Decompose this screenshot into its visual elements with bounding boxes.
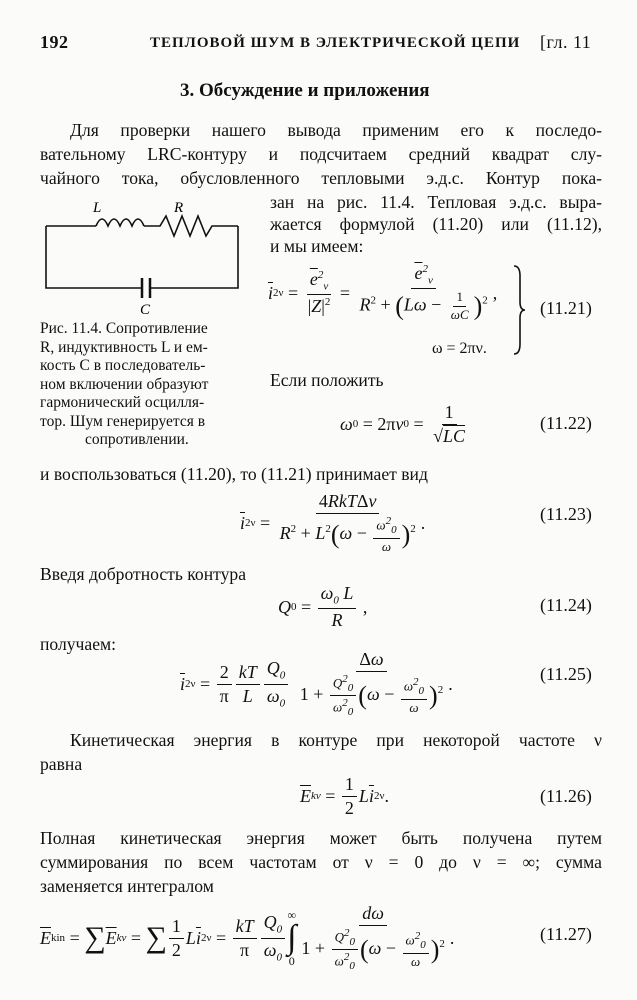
equation-11-27: $\overline{E}$ kin = ∑ $\overline{E}$ kν = ∑ $\frac{1}{2}$ L $\overline{i}$ 2 ν = $\frac{kT}{\pi}$ $\frac{Q_0}{\omega_0}$ ∞ ∫ 0 dω 1 + $\frac{Q^2_0}{\omega^2_0}$ (ω − $\frac{\omega^2_0}{\omega}$ )$^2$ . — [40, 903, 455, 973]
section-title: 3. Обсуждение и приложения — [180, 80, 430, 101]
paragraph-1-line-1: Для проверки нашего вывода применим его к последо- — [70, 120, 602, 140]
equation-number-11-23: (11.23) — [540, 504, 592, 524]
circuit-wires — [46, 216, 238, 288]
caption-line-1: Рис. 11.4. Сопротивление — [40, 320, 208, 337]
text-full-line-2: суммирования по всем частотам от ν = 0 до ν = ∞; сумма — [40, 852, 602, 872]
figure-caption — [40, 320, 248, 450]
chapter-ref: [гл. 11 — [540, 32, 592, 52]
right-brace-icon — [512, 264, 526, 356]
equation-11-26: $\overline{E}$ kν = $\frac{1}{2}$ L $\overline{i}$ 2 ν . — [300, 773, 389, 818]
caption-line-6: тор. Шум генерируется в — [40, 412, 206, 430]
equation-number-11-24: (11.24) — [540, 595, 592, 615]
resistor-zigzag — [144, 216, 238, 236]
running-title: ТЕПЛОВОЙ ШУМ В ЭЛЕКТРИЧЕСКОЙ ЦЕПИ — [150, 35, 521, 51]
capacitor-plates — [142, 278, 150, 298]
paragraph-1-line-5: жается формулой (11.20) или (11.12), — [270, 214, 602, 234]
equation-number-11-27: (11.27) — [540, 924, 592, 944]
equation-11-24: Q 0 = $\frac{\omega_0 L}{R}$ , — [278, 583, 368, 631]
capacitor-label: C — [140, 302, 151, 316]
caption-line-3: кость C в последователь- — [40, 357, 206, 374]
resistor-label: R — [174, 200, 184, 216]
text-full-line-1: Полная кинетическая энергия может быть получена путем — [40, 828, 602, 848]
paragraph-1-line-6: и мы имеем: — [270, 236, 364, 256]
equation-number-11-21: (11.21) — [540, 298, 592, 318]
paragraph-1-line-2: вательному LRC-контуру и подсчитаем средний квадрат слу- — [40, 144, 602, 164]
equation-11-21: $\overline{i}$ 2 ν = $\frac{\overline{e}^2_\nu}{|Z|^2}$ = $\overline{e}^2_\nu$ $R^2 + (L\omega$ − $\frac{1}{\omega C}$ )$^2$ , — [268, 262, 498, 323]
equation-11-25: $\overline{i}$ 2 ν = $\frac{2}{\pi}$ $\frac{kT}{L}$ $\frac{Q_0}{\omega_0}$ Δω 1 + $\frac{Q^2_0}{\omega^2_0}$ (ω − $\frac{\omega^2_0}{\omega}$ )$^2$ . — [180, 649, 453, 719]
text-vvedya: Введя добротность контура — [40, 564, 247, 584]
text-poluchaem: получаем: — [40, 634, 117, 654]
omega-relation: ω = 2πν. — [432, 340, 487, 357]
lrc-circuit-figure — [38, 196, 248, 316]
page-number: 192 — [40, 32, 69, 52]
inductor-label: L — [93, 200, 102, 216]
text-kinetic-line-2: равна — [40, 754, 83, 774]
equation-11-22: ω 0 = 2π ν 0 = $\frac{1}{√LC}$ — [340, 401, 466, 446]
equation-number-11-26: (11.26) — [540, 786, 592, 806]
text-and-use: и воспользоваться (11.20), то (11.21) принимает вид — [40, 464, 428, 484]
text-esli: Если положить — [270, 370, 384, 390]
equation-number-11-22: (11.22) — [540, 413, 592, 433]
caption-line-4: ном включении образуют — [40, 375, 209, 393]
text-kinetic-line-1: Кинетическая энергия в контуре при некоторой частоте ν — [70, 730, 602, 750]
caption-line-2: R, индуктивность L и ем- — [40, 338, 208, 356]
caption-line-5: гармонический осцилля- — [40, 394, 205, 411]
inductor-coil — [96, 219, 144, 226]
caption-line-7: сопротивлении. — [85, 431, 189, 448]
equation-number-11-25: (11.25) — [540, 664, 592, 684]
text-full-line-3: заменяется интегралом — [40, 876, 214, 896]
equation-11-23: $\overline{i}$ 2 ν = 4RkTΔν $R^2 + L^2(\omega$ − $\frac{\omega^2_0}{\omega}$ )$^2$ . — [240, 491, 426, 554]
paragraph-1-line-3: чайного тока, обусловленного тепловыми э.д.с. Контур пока- — [40, 168, 602, 188]
paragraph-1-line-4: зан на рис. 11.4. Тепловая э.д.с. выра- — [270, 192, 602, 212]
